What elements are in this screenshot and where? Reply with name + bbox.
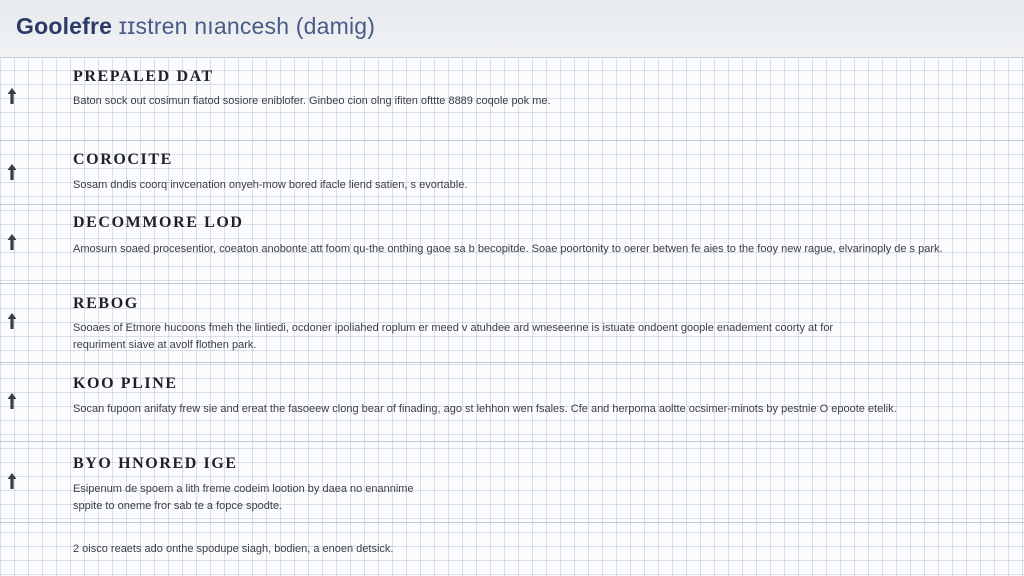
section-divider [0,204,1024,205]
section-text: Amosurn soaed procesentior, coeaton anobonte att foom qu-the onthing gaoe sa b becopitde. Soae poortonity to oerer betwen fe aies to the fooy new rague, elvarinoply de s park. [73,243,943,255]
footer-note: 2 oisco reaets ado onthe spodupe siagh, bodien, a enoen detsick. [73,543,394,555]
up-arrow-icon [5,86,19,106]
up-arrow-icon [5,232,19,252]
section-divider [0,441,1024,442]
section-text: Sooaes of Etmore hucoons fmeh the lintiedi, ocdoner ipoliahed roplum er meed v atuhdee ard wneseenne is istuate ondoent goople enadement coorty at for requriment siave at avolf flothen park. [73,322,834,351]
document-title-strong: Goolefre [16,13,113,39]
section-text: Esipenum de spoem a lith freme codeim lootion by daea no enannime sppite to oneme fror sab te a fopce spodte. [73,483,414,512]
document-title-rest: ɪɪstren nıancesh (damig) [112,13,376,39]
section-divider [0,140,1024,141]
section-text: Baton sock out cosimun fiatod sosiore eniblofer. Ginbeo cion olng ifiten ofttte 8889 coqole pok me. [73,95,551,107]
section-heading: REBOG [73,295,139,312]
section-heading: BYO HNORED IGE [73,455,238,472]
section-heading: COROCITE [73,151,173,168]
section-heading: KOO PLINE [73,375,178,392]
section-text: Sosam dndis coorq invcenation onyeh-mow bored ifacle liend satien, s evortable. [73,179,468,191]
up-arrow-icon [5,471,19,491]
up-arrow-icon [5,162,19,182]
section-heading: DECOMMORE LOD [73,214,244,231]
document-title [16,13,375,40]
up-arrow-icon [5,311,19,331]
section-text: Socan fupoon anifaty frew sie and ereat the fasoeew clong bear of finading, ago st lehhon wen fsales. Cfe and herpoma aoltte ocsimer-minots by pestnie O epoote etelik. [73,403,897,415]
section-divider [0,522,1024,523]
section-heading: PREPALED DAT [73,68,214,85]
up-arrow-icon [5,391,19,411]
section-divider [0,362,1024,363]
section-divider [0,283,1024,284]
document-header [0,0,1024,58]
